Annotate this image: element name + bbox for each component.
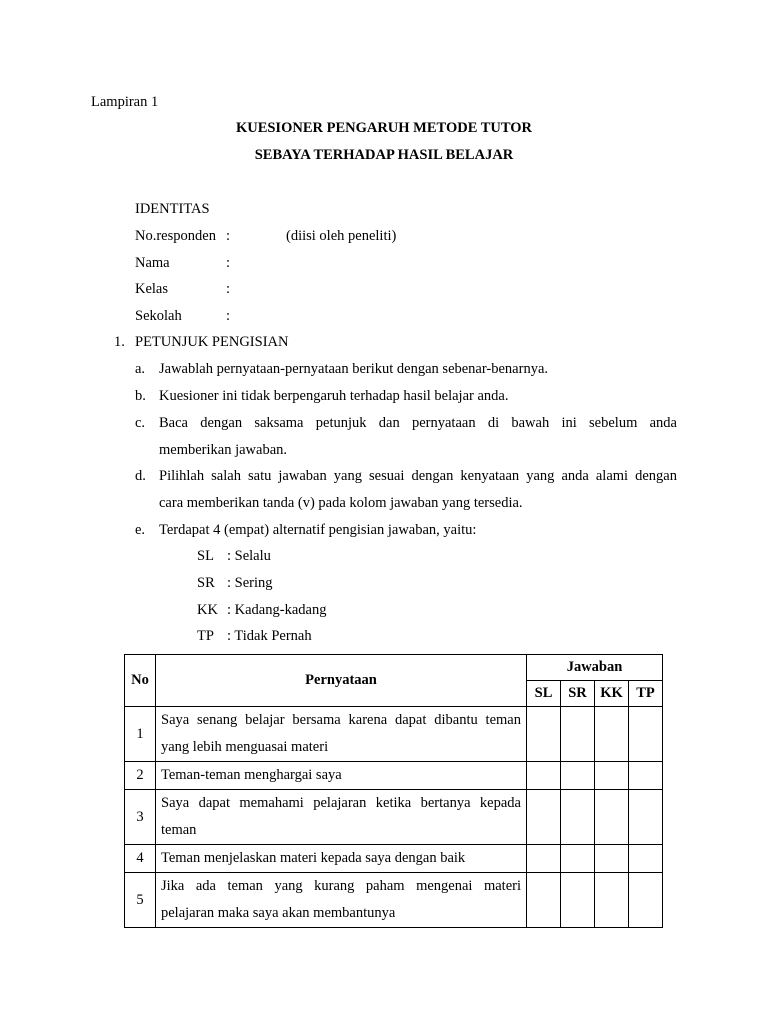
instruction-item-c-line1: Baca dengan saksama petunjuk dan pernyataan di bawah ini sebelum anda [159, 415, 677, 431]
option-label-tp: : Tidak Pernah [227, 628, 312, 644]
document-title-line2: SEBAYA TERHADAP HASIL BELAJAR [254, 147, 514, 163]
header-answer-sl: SL [527, 681, 561, 707]
row-statement: Jika ada teman yang kurang paham mengenai materi pelajaran maka saya akan membantunya [156, 873, 527, 928]
identity-colon: : [226, 228, 231, 244]
list-marker: e. [135, 522, 146, 538]
instruction-item-d-line2: cara memberikan tanda (v) pada kolom jawaban yang tersedia. [159, 495, 523, 511]
row-statement: Teman menjelaskan materi kepada saya dengan baik [156, 845, 527, 873]
answer-cell-kk[interactable] [595, 790, 629, 845]
table-row [125, 873, 663, 928]
instruction-item-e: Terdapat 4 (empat) alternatif pengisian jawaban, yaitu: [159, 522, 477, 538]
identity-colon: : [226, 308, 231, 324]
answer-cell-tp[interactable] [629, 845, 663, 873]
identity-label-respondent: No.responden [135, 228, 216, 244]
header-answer-kk: KK [595, 681, 629, 707]
identity-heading: IDENTITAS [135, 201, 210, 217]
option-label-kk: : Kadang-kadang [227, 602, 327, 618]
identity-colon: : [226, 281, 231, 297]
option-code-kk: KK [197, 602, 218, 618]
header-answer-tp: TP [629, 681, 663, 707]
answer-cell-sr[interactable] [561, 790, 595, 845]
row-statement: Saya dapat memahami pelajaran ketika bertanya kepada teman [156, 790, 527, 845]
option-code-sr: SR [197, 575, 215, 591]
document-title-line1: KUESIONER PENGARUH METODE TUTOR [235, 120, 533, 136]
row-statement: Teman-teman menghargai saya [156, 762, 527, 790]
answer-cell-kk[interactable] [595, 762, 629, 790]
section-number: 1. [114, 334, 125, 350]
row-statement: Saya senang belajar bersama karena dapat dibantu teman yang lebih menguasai materi [156, 707, 527, 762]
instruction-item-c-line2: memberikan jawaban. [159, 442, 288, 458]
answer-cell-sr[interactable] [561, 762, 595, 790]
row-number: 5 [125, 873, 156, 928]
identity-label-school: Sekolah [135, 308, 182, 324]
answer-cell-sl[interactable] [527, 790, 561, 845]
list-marker: c. [135, 415, 146, 431]
row-number: 4 [125, 845, 156, 873]
answer-cell-kk[interactable] [595, 845, 629, 873]
instruction-item-b: Kuesioner ini tidak berpengaruh terhadap hasil belajar anda. [159, 388, 509, 404]
answer-cell-tp[interactable] [629, 707, 663, 762]
option-code-tp: TP [197, 628, 214, 644]
instruction-item-a: Jawablah pernyataan-pernyataan berikut dengan sebenar-benarnya. [159, 361, 549, 377]
list-marker: d. [135, 468, 146, 484]
instructions-heading: PETUNJUK PENGISIAN [135, 334, 289, 350]
header-answer: Jawaban [527, 655, 663, 681]
row-number: 2 [125, 762, 156, 790]
header-statement: Pernyataan [156, 655, 527, 707]
answer-cell-sl[interactable] [527, 707, 561, 762]
header-answer-sr: SR [561, 681, 595, 707]
row-number: 3 [125, 790, 156, 845]
header-no: No [125, 655, 156, 707]
table-row [125, 707, 663, 762]
instruction-item-d-line1: Pilihlah salah satu jawaban yang sesuai dengan kenyataan yang anda alami dengan [159, 468, 677, 484]
answer-cell-tp[interactable] [629, 762, 663, 790]
questionnaire-table [124, 654, 663, 928]
option-label-sl: : Selalu [227, 548, 271, 564]
answer-cell-kk[interactable] [595, 873, 629, 928]
answer-cell-tp[interactable] [629, 873, 663, 928]
list-marker: b. [135, 388, 146, 404]
table-row [125, 762, 663, 790]
table-row [125, 845, 663, 873]
row-number: 1 [125, 707, 156, 762]
appendix-label: Lampiran 1 [91, 94, 159, 110]
answer-cell-sl[interactable] [527, 845, 561, 873]
answer-cell-tp[interactable] [629, 790, 663, 845]
identity-value-respondent: (diisi oleh peneliti) [286, 228, 397, 244]
answer-cell-sr[interactable] [561, 845, 595, 873]
identity-label-class: Kelas [135, 281, 169, 297]
answer-cell-sl[interactable] [527, 762, 561, 790]
answer-cell-sr[interactable] [561, 707, 595, 762]
identity-colon: : [226, 255, 231, 271]
answer-cell-kk[interactable] [595, 707, 629, 762]
list-marker: a. [135, 361, 146, 377]
answer-cell-sr[interactable] [561, 873, 595, 928]
answer-cell-sl[interactable] [527, 873, 561, 928]
identity-label-name: Nama [135, 255, 170, 271]
option-label-sr: : Sering [227, 575, 273, 591]
table-row [125, 790, 663, 845]
option-code-sl: SL [197, 548, 214, 564]
